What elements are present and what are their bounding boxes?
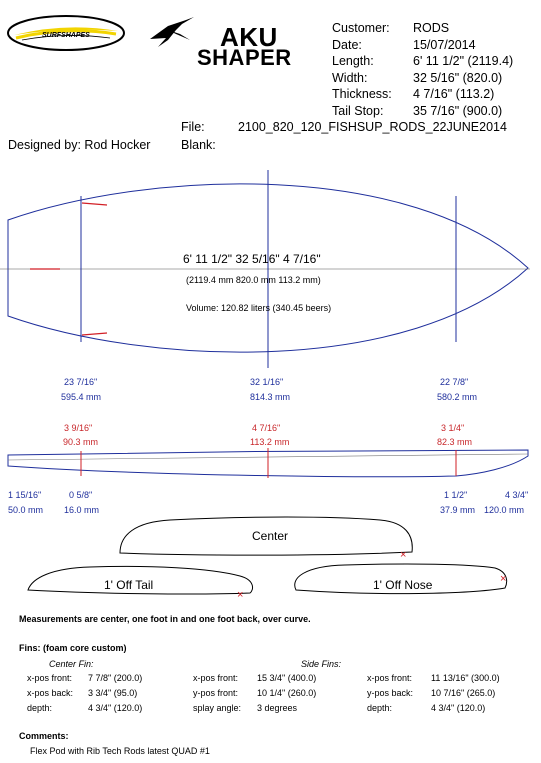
volume-label: Volume: 120.82 liters (340.45 beers): [186, 303, 332, 313]
thickness-tail-in: 3 9/16": [64, 423, 93, 433]
width-tail-mm: 595.4 mm: [61, 392, 102, 402]
customer-label: Customer:: [332, 21, 390, 35]
measurement-note: Measurements are center, one foot in and one foot back, over curve.: [19, 614, 311, 624]
side-fin-a-label-0: x-pos front:: [193, 673, 239, 683]
rocker-tailfoot-in: 0 5/8": [69, 490, 93, 500]
rocker-tail-in: 1 15/16": [8, 490, 42, 500]
tail-stop-label: Tail Stop:: [332, 104, 384, 118]
section-nose-label: 1' Off Nose: [373, 578, 433, 592]
date-value: 15/07/2014: [413, 38, 476, 52]
brand-aku: AKU: [220, 22, 278, 52]
side-fin-b-value-0: 11 13/16" (300.0): [431, 673, 500, 683]
side-fin-a-value-1: 10 1/4" (260.0): [257, 688, 317, 698]
tail-section-mark: ×: [237, 589, 244, 601]
thickness-nose-in: 3 1/4": [441, 423, 465, 433]
side-fin-marker-bottom: [82, 333, 107, 335]
side-fins-title: Side Fins:: [301, 659, 342, 669]
rocker-tailfoot-mm: 16.0 mm: [64, 505, 100, 515]
rocker-nose-mm: 120.0 mm: [484, 505, 525, 515]
thickness-center-in: 4 7/16": [252, 423, 281, 433]
date-label: Date:: [332, 38, 362, 52]
nose-section-mark: ×: [500, 573, 507, 585]
side-fin-b-label-0: x-pos front:: [367, 673, 413, 683]
width-tail-in: 23 7/16": [64, 377, 98, 387]
customer-value: RODS: [413, 21, 450, 35]
side-fin-b-label-1: y-pos back:: [367, 688, 414, 698]
side-fin-a-value-0: 15 3/4" (400.0): [257, 673, 317, 683]
center-fin-value-2: 4 3/4" (120.0): [88, 703, 143, 713]
section-center-label: Center: [252, 529, 289, 543]
thickness-value: 4 7/16" (113.2): [413, 87, 495, 101]
blank-label: Blank:: [181, 138, 216, 152]
width-center-in: 32 1/16": [250, 377, 284, 387]
thickness-tail-mm: 90.3 mm: [63, 437, 99, 447]
width-center-mm: 814.3 mm: [250, 392, 291, 402]
comments-title: Comments:: [19, 731, 69, 741]
side-fin-b-value-1: 10 7/16" (265.0): [431, 688, 496, 698]
center-fin-title: Center Fin:: [49, 659, 94, 669]
side-fin-a-label-2: splay angle:: [193, 703, 242, 713]
designer: Designed by: Rod Hocker: [8, 138, 151, 152]
length-value: 6' 11 1/2" (2119.4): [413, 54, 514, 68]
center-fin-label-2: depth:: [27, 703, 53, 713]
thickness-label: Thickness:: [332, 87, 392, 101]
width-value: 32 5/16" (820.0): [413, 71, 503, 85]
side-fin-b-value-2: 4 3/4" (120.0): [431, 703, 486, 713]
rocker-tail-mm: 50.0 mm: [8, 505, 44, 515]
center-fin-value-0: 7 7/8" (200.0): [88, 673, 143, 683]
surfshapes-logo-text: SURFSHAPES: [42, 32, 90, 39]
board-profile: [8, 448, 528, 478]
rocker-nose-in: 4 3/4": [505, 490, 529, 500]
rocker-nosefoot-in: 1 1/2": [444, 490, 468, 500]
board-outline: [0, 170, 530, 368]
rocker-nosefoot-mm: 37.9 mm: [440, 505, 476, 515]
center-fin-label-1: x-pos back:: [27, 688, 74, 698]
side-fin-b-label-2: depth:: [367, 703, 393, 713]
thickness-center-mm: 113.2 mm: [250, 437, 290, 447]
side-fin-a-value-2: 3 degrees: [257, 703, 298, 713]
side-fin-a-label-1: y-pos front:: [193, 688, 239, 698]
width-label: Width:: [332, 71, 368, 85]
file-name: 2100_820_120_FISHSUP_RODS_22JUNE2014: [238, 120, 507, 134]
file-label: File:: [181, 120, 205, 134]
brand-shaper: SHAPER: [197, 45, 292, 70]
tail-stop-value: 35 7/16" (900.0): [413, 104, 503, 118]
thickness-nose-mm: 82.3 mm: [437, 437, 473, 447]
width-nose-in: 22 7/8": [440, 377, 469, 387]
side-fin-marker-top: [82, 203, 107, 205]
length-label: Length:: [332, 54, 374, 68]
outline-dimensions-mm: (2119.4 mm 820.0 mm 113.2 mm): [186, 275, 321, 285]
fins-title: Fins: (foam core custom): [19, 643, 127, 653]
outline-dimensions: 6' 11 1/2" 32 5/16" 4 7/16": [183, 252, 321, 266]
width-nose-mm: 580.2 mm: [437, 392, 478, 402]
comments-text: Flex Pod with Rib Tech Rods latest QUAD #1: [30, 746, 210, 756]
center-fin-value-1: 3 3/4" (95.0): [88, 688, 138, 698]
center-fin-label-0: x-pos front:: [27, 673, 73, 683]
section-tail-label: 1' Off Tail: [104, 578, 154, 592]
center-section-mark: ×: [400, 549, 407, 561]
